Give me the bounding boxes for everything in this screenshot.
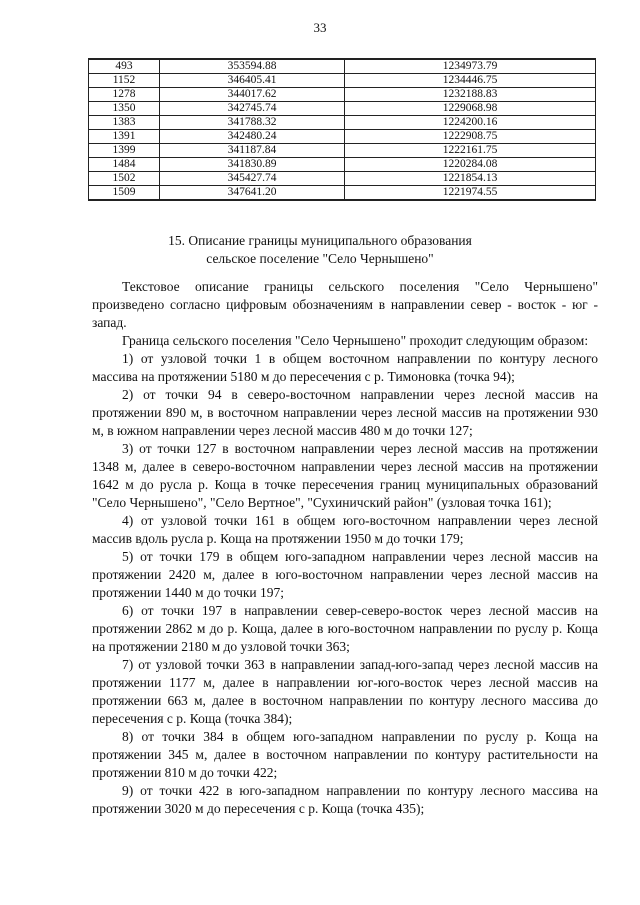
point-number-cell: 1152: [89, 74, 160, 88]
x-coordinate-cell: 347641.20: [160, 186, 345, 201]
point-number-cell: 1278: [89, 88, 160, 102]
paragraph: 7) от узловой точки 363 в направлении запад-юго-запад через лесной массив на протяжении 1177 м, далее в направлении юг-юго-восток через лесной массив на протяжении 663 м, далее в восточном направлении по контуру лесного массива до пересечения с р. Коща (точка 384);: [92, 657, 598, 726]
y-coordinate-cell: 1234973.79: [345, 59, 596, 74]
y-coordinate-cell: 1232188.83: [345, 88, 596, 102]
point-number-cell: 1502: [89, 172, 160, 186]
y-coordinate-cell: 1220284.08: [345, 158, 596, 172]
y-coordinate-cell: 1224200.16: [345, 116, 596, 130]
point-number-cell: 493: [89, 59, 160, 74]
x-coordinate-cell: 344017.62: [160, 88, 345, 102]
paragraph: 8) от точки 384 в общем юго-западном направлении по руслу р. Коща на протяжении 345 м, далее в восточном направлении по контуру растительности на протяжении 810 м до точки 422;: [92, 729, 598, 780]
page-number: 33: [313, 20, 327, 35]
x-coordinate-cell: 341830.89: [160, 158, 345, 172]
paragraph: 5) от точки 179 в общем юго-западном направлении через лесной массив на протяжении 2420 м, далее в юго-восточном направлении через лесной массив на протяжении 1440 м до точки 197;: [92, 549, 598, 600]
x-coordinate-cell: 341788.32: [160, 116, 345, 130]
y-coordinate-cell: 1221974.55: [345, 186, 596, 201]
paragraph: 4) от узловой точки 161 в общем юго-восточном направлении через лесной массив вдоль русла р. Коща на протяжении 1950 м до точки 179;: [92, 513, 598, 546]
point-number-cell: 1383: [89, 116, 160, 130]
table-row: [89, 88, 596, 102]
table-row: [89, 59, 596, 74]
paragraph: 3) от точки 127 в восточном направлении через лесной массив на протяжении 1348 м, далее в северо-восточном направлении через лесной массив на протяжении 1642 м до русла р. Коща в точке пересечения границ муниципальных образований "Село Чернышено", "Село Вертное", "Сухиничский район" (узловая точка 161);: [92, 441, 598, 510]
section-title: [0, 232, 640, 268]
paragraph: Текстовое описание границы сельского поселения "Село Чернышено" произведено согласно цифровым обозначениям в направлении север - восток - юг - запад.: [92, 279, 598, 330]
description-body: [92, 278, 598, 818]
table-row: [89, 130, 596, 144]
paragraph: 6) от точки 197 в направлении север-северо-восток через лесной массив на протяжении 2862 м до р. Коща, далее в юго-восточном направлении по руслу р. Коща на протяжении 2180 м до узловой точки 363;: [92, 603, 598, 654]
table-row: [89, 144, 596, 158]
x-coordinate-cell: 346405.41: [160, 74, 345, 88]
paragraph: Граница сельского поселения "Село Чернышено" проходит следующим образом:: [122, 333, 589, 348]
x-coordinate-cell: 342480.24: [160, 130, 345, 144]
table-row: [89, 74, 596, 88]
paragraph: 2) от точки 94 в северо-восточном направлении через лесной массив на протяжении 890 м, в восточном направлении через лесной массив на протяжении 930 м, в южном направлении через лесной массив 480 м до точки 127;: [92, 387, 598, 438]
x-coordinate-cell: 345427.74: [160, 172, 345, 186]
section-title-line-2: сельское поселение "Село Чернышено": [206, 251, 434, 266]
coordinates-table: [88, 58, 596, 201]
y-coordinate-cell: 1234446.75: [345, 74, 596, 88]
table-row: [89, 158, 596, 172]
table-row: [89, 172, 596, 186]
x-coordinate-cell: 341187.84: [160, 144, 345, 158]
y-coordinate-cell: 1221854.13: [345, 172, 596, 186]
y-coordinate-cell: 1229068.98: [345, 102, 596, 116]
y-coordinate-cell: 1222908.75: [345, 130, 596, 144]
point-number-cell: 1391: [89, 130, 160, 144]
coordinates-table-body: [89, 59, 596, 200]
x-coordinate-cell: 353594.88: [160, 59, 345, 74]
point-number-cell: 1484: [89, 158, 160, 172]
y-coordinate-cell: 1222161.75: [345, 144, 596, 158]
paragraph: 1) от узловой точки 1 в общем восточном направлении по контуру лесного массива на протяжении 5180 м до пересечения с р. Тимоновка (точка 94);: [92, 351, 598, 384]
point-number-cell: 1399: [89, 144, 160, 158]
table-row: [89, 102, 596, 116]
point-number-cell: 1509: [89, 186, 160, 201]
paragraph: 9) от точки 422 в юго-западном направлении по контуру лесного массива на протяжении 3020 м до пересечения с р. Коща (точка 435);: [92, 783, 598, 816]
section-title-line-1: 15. Описание границы муниципального образования: [168, 233, 472, 248]
point-number-cell: 1350: [89, 102, 160, 116]
x-coordinate-cell: 342745.74: [160, 102, 345, 116]
table-row: [89, 116, 596, 130]
table-row: [89, 186, 596, 201]
